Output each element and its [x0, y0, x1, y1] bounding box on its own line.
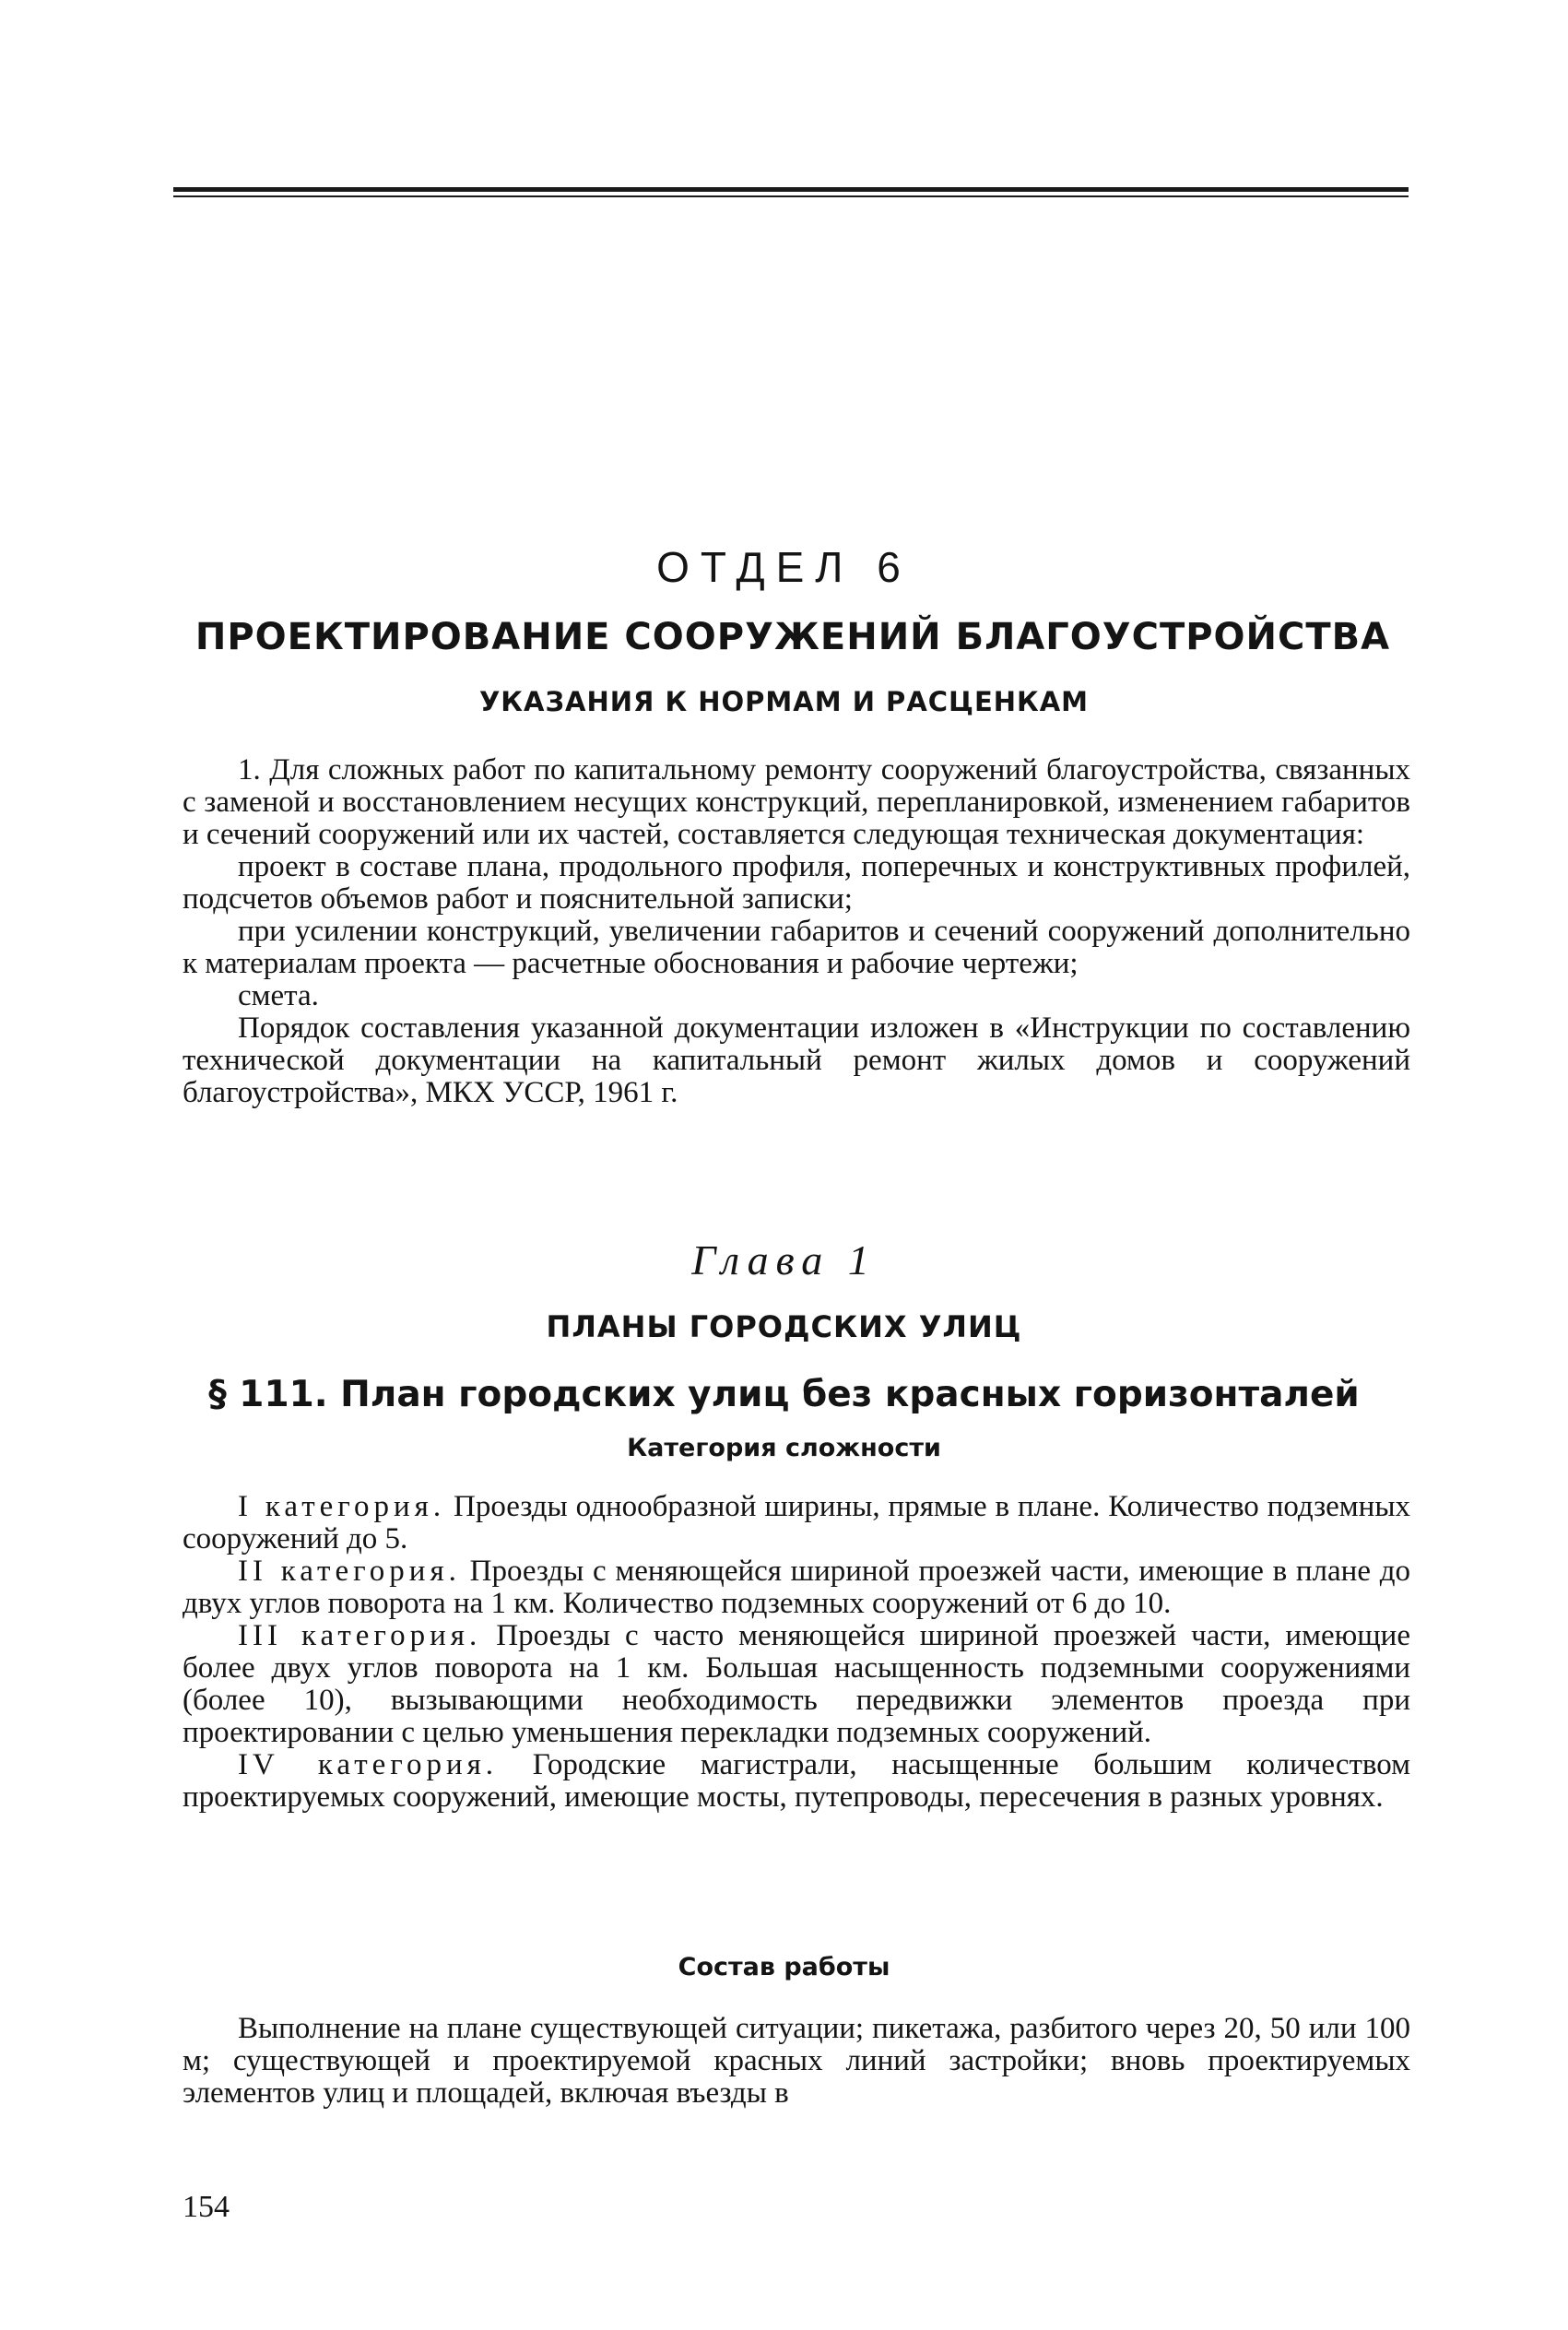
category-3-label: III категория. — [238, 1619, 482, 1652]
category-2-label: II категория. — [238, 1555, 461, 1588]
category-3 — [183, 1620, 1410, 1749]
header-rule-thin — [173, 195, 1409, 197]
intro-paragraph-4: смета. — [238, 979, 319, 1012]
chapter-title: ПЛАНЫ ГОРОДСКИХ УЛИЦ — [546, 1309, 1022, 1344]
complexity-heading: Категория сложности — [627, 1434, 941, 1462]
intro-paragraph-5: Порядок составления указанной документации изложен в «Инструкции по составлению технической документации на капитальный ремонт жилых домов и сооружений благоустройства», МКХ УССР, 1961 г. — [183, 1011, 1410, 1109]
intro-paragraph-3: при усилении конструкций, увеличении габаритов и сечений сооружений дополнительно к материалам проекта — расчетные обоснования и рабочие чертежи; — [183, 915, 1410, 980]
category-4-label: IV категория. — [238, 1748, 499, 1781]
section-subtitle: УКАЗАНИЯ К НОРМАМ И РАСЦЕНКАМ — [478, 686, 1090, 717]
work-block — [183, 2013, 1410, 2110]
category-4 — [183, 1749, 1410, 1814]
category-4-text: Городские магистрали, насыщенные большим количеством проектируемых сооружений, имеющие мосты, путепроводы, пересечения в разных уровнях. — [183, 1748, 1410, 1814]
paragraph-title: § 111. План городских улиц без красных горизонталей — [208, 1374, 1360, 1415]
category-3-text: Проезды с часто меняющейся шириной проезжей части, имеющие более двух углов поворота на 1 км. Большая насыщенность подземными сооружениями (более 10), вызывающими необходимость передвижки элементов проезда при проектировании с целью уменьшения перекладки подземных сооружений. — [183, 1619, 1410, 1749]
header-rule-thick — [173, 187, 1409, 192]
category-2 — [183, 1555, 1410, 1620]
page-number: 154 — [183, 2190, 230, 2224]
category-2-text: Проезды с меняющейся шириной проезжей части, имеющие в плане до двух углов поворота на 1 км. Количество подземных сооружений от 6 до 10. — [183, 1555, 1410, 1620]
work-heading: Состав работы — [678, 1953, 890, 1981]
category-1 — [183, 1491, 1410, 1555]
section-title: ПРОЕКТИРОВАНИЕ СООРУЖЕНИЙ БЛАГОУСТРОЙСТВА — [195, 616, 1391, 658]
section-label: ОТДЕЛ 6 — [656, 543, 912, 591]
chapter-label: Глава 1 — [691, 1236, 877, 1283]
work-paragraph: Выполнение на плане существующей ситуации; пикетажа, разбитого через 20, 50 или 100 м; существующей и проектируемой красных линий застройки; вновь проектируемых элементов улиц и площадей, включая въезды в — [183, 2012, 1410, 2110]
complexity-block — [183, 1491, 1410, 1814]
intro-paragraph-2: проект в составе плана, продольного профиля, поперечных и конструктивных профилей, подсчетов объемов работ и пояснительной записки; — [183, 850, 1410, 916]
category-1-text: Проезды однообразной ширины, прямые в плане. Количество подземных сооружений до 5. — [183, 1490, 1411, 1555]
intro-block — [183, 754, 1410, 1109]
category-1-label: I категория. — [238, 1490, 446, 1523]
intro-paragraph-1: 1. Для сложных работ по капитальному ремонту сооружений благоустройства, связанных с заменой и восстановлением несущих конструкций, перепланировкой, изменением габаритов и сечений сооружений или их частей, составляется следующая техническая документация: — [183, 753, 1410, 851]
